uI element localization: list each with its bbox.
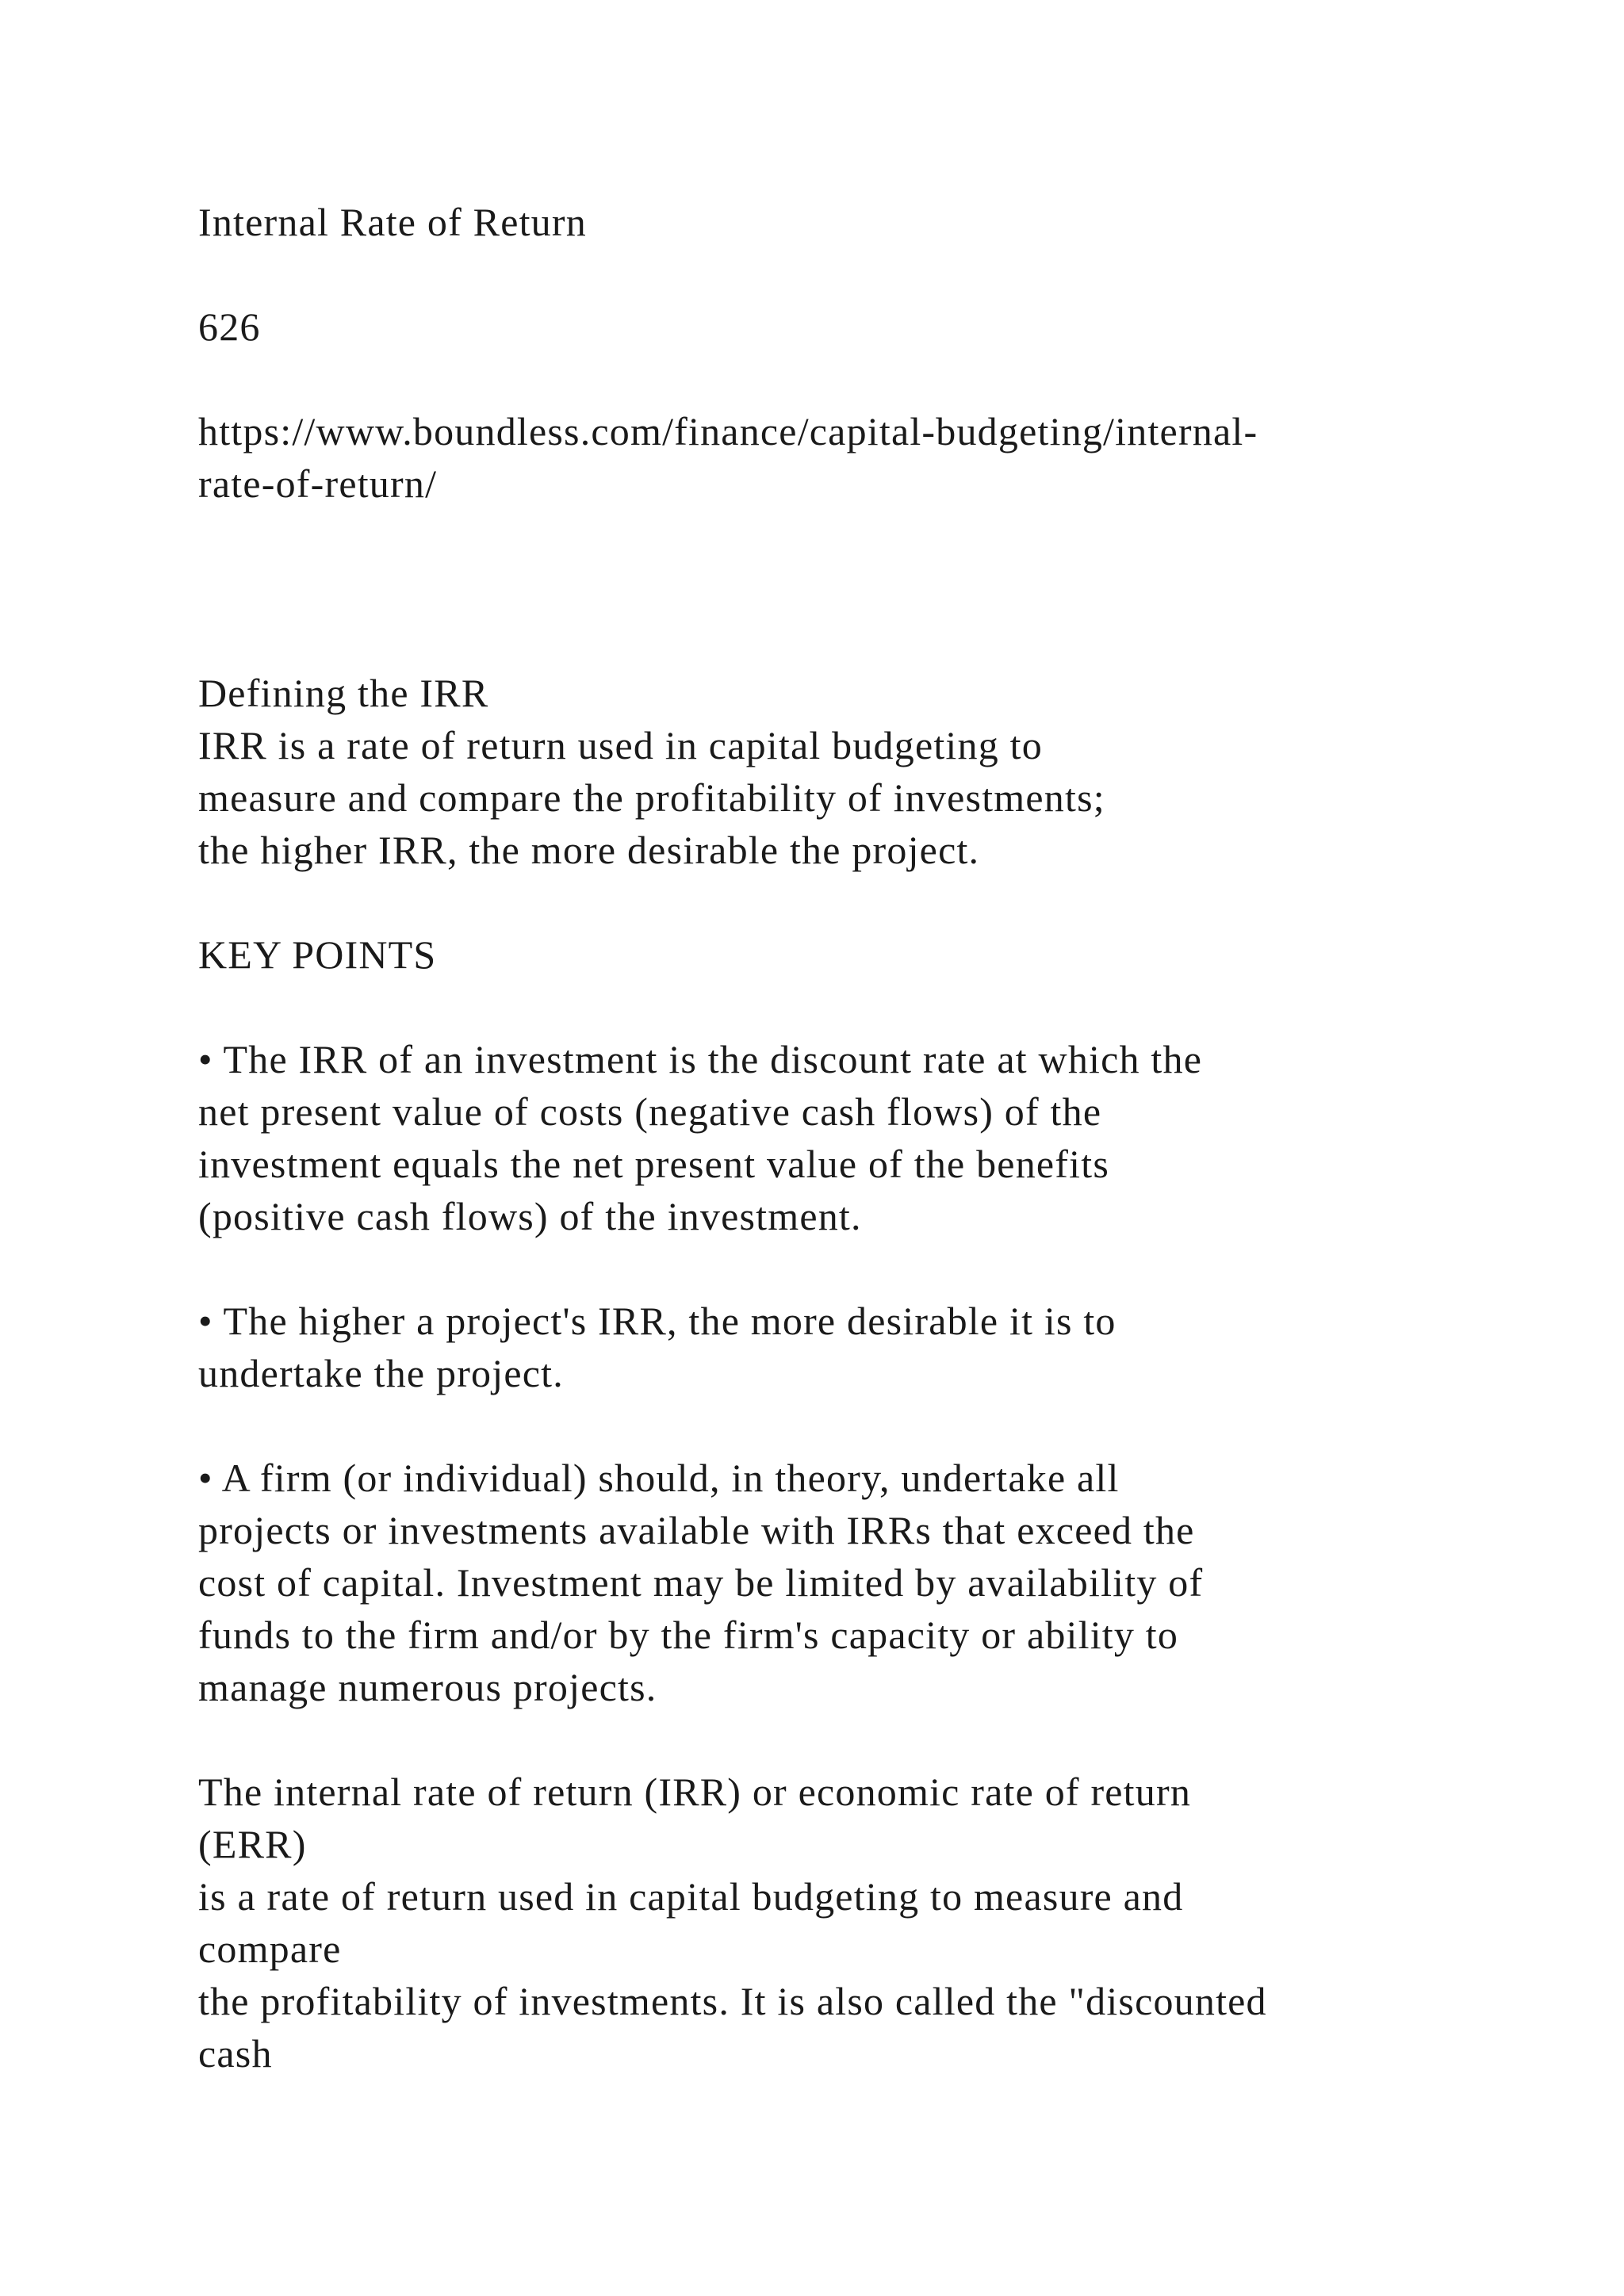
key-point-3-line: funds to the firm and/or by the firm's capacity or ability to: [198, 1613, 1179, 1657]
summary-line: IRR is a rate of return used in capital budgeting to: [198, 723, 1043, 767]
key-point-3-line: projects or investments available with IRRs that exceed the: [198, 1508, 1195, 1552]
key-point-1-line: net present value of costs (negative cash flows) of the: [198, 1089, 1102, 1134]
key-points-heading: KEY POINTS: [198, 932, 437, 977]
key-point-3-line: manage numerous projects.: [198, 1665, 657, 1709]
key-point-1-line: • The IRR of an investment is the discount rate at which the: [198, 1037, 1203, 1081]
page-number: 626: [198, 304, 261, 349]
section-heading: Defining the IRR: [198, 671, 489, 715]
body-line: cash: [198, 2031, 273, 2076]
summary-line: measure and compare the profitability of investments;: [198, 775, 1105, 820]
body-line: compare: [198, 1927, 342, 1971]
key-point-2-line: undertake the project.: [198, 1351, 564, 1395]
body-line: the profitability of investments. It is also called the "discounted: [198, 1979, 1267, 2023]
key-point-3-line: cost of capital. Investment may be limited by availability of: [198, 1560, 1204, 1605]
key-point-2-line: • The higher a project's IRR, the more desirable it is to: [198, 1299, 1116, 1343]
document-title: Internal Rate of Return: [198, 200, 587, 244]
key-point-3-line: • A firm (or individual) should, in theory, undertake all: [198, 1456, 1120, 1500]
body-line: The internal rate of return (IRR) or economic rate of return: [198, 1770, 1192, 1814]
source-url-line-2: rate-of-return/: [198, 461, 438, 506]
source-url-line-1: https://www.boundless.com/finance/capital-budgeting/internal-: [198, 409, 1258, 453]
body-line: (ERR): [198, 1822, 307, 1866]
body-line: is a rate of return used in capital budgeting to measure and: [198, 1874, 1184, 1919]
key-point-1-line: (positive cash flows) of the investment.: [198, 1194, 862, 1238]
summary-line: the higher IRR, the more desirable the project.: [198, 828, 980, 872]
key-point-1-line: investment equals the net present value of the benefits: [198, 1142, 1109, 1186]
